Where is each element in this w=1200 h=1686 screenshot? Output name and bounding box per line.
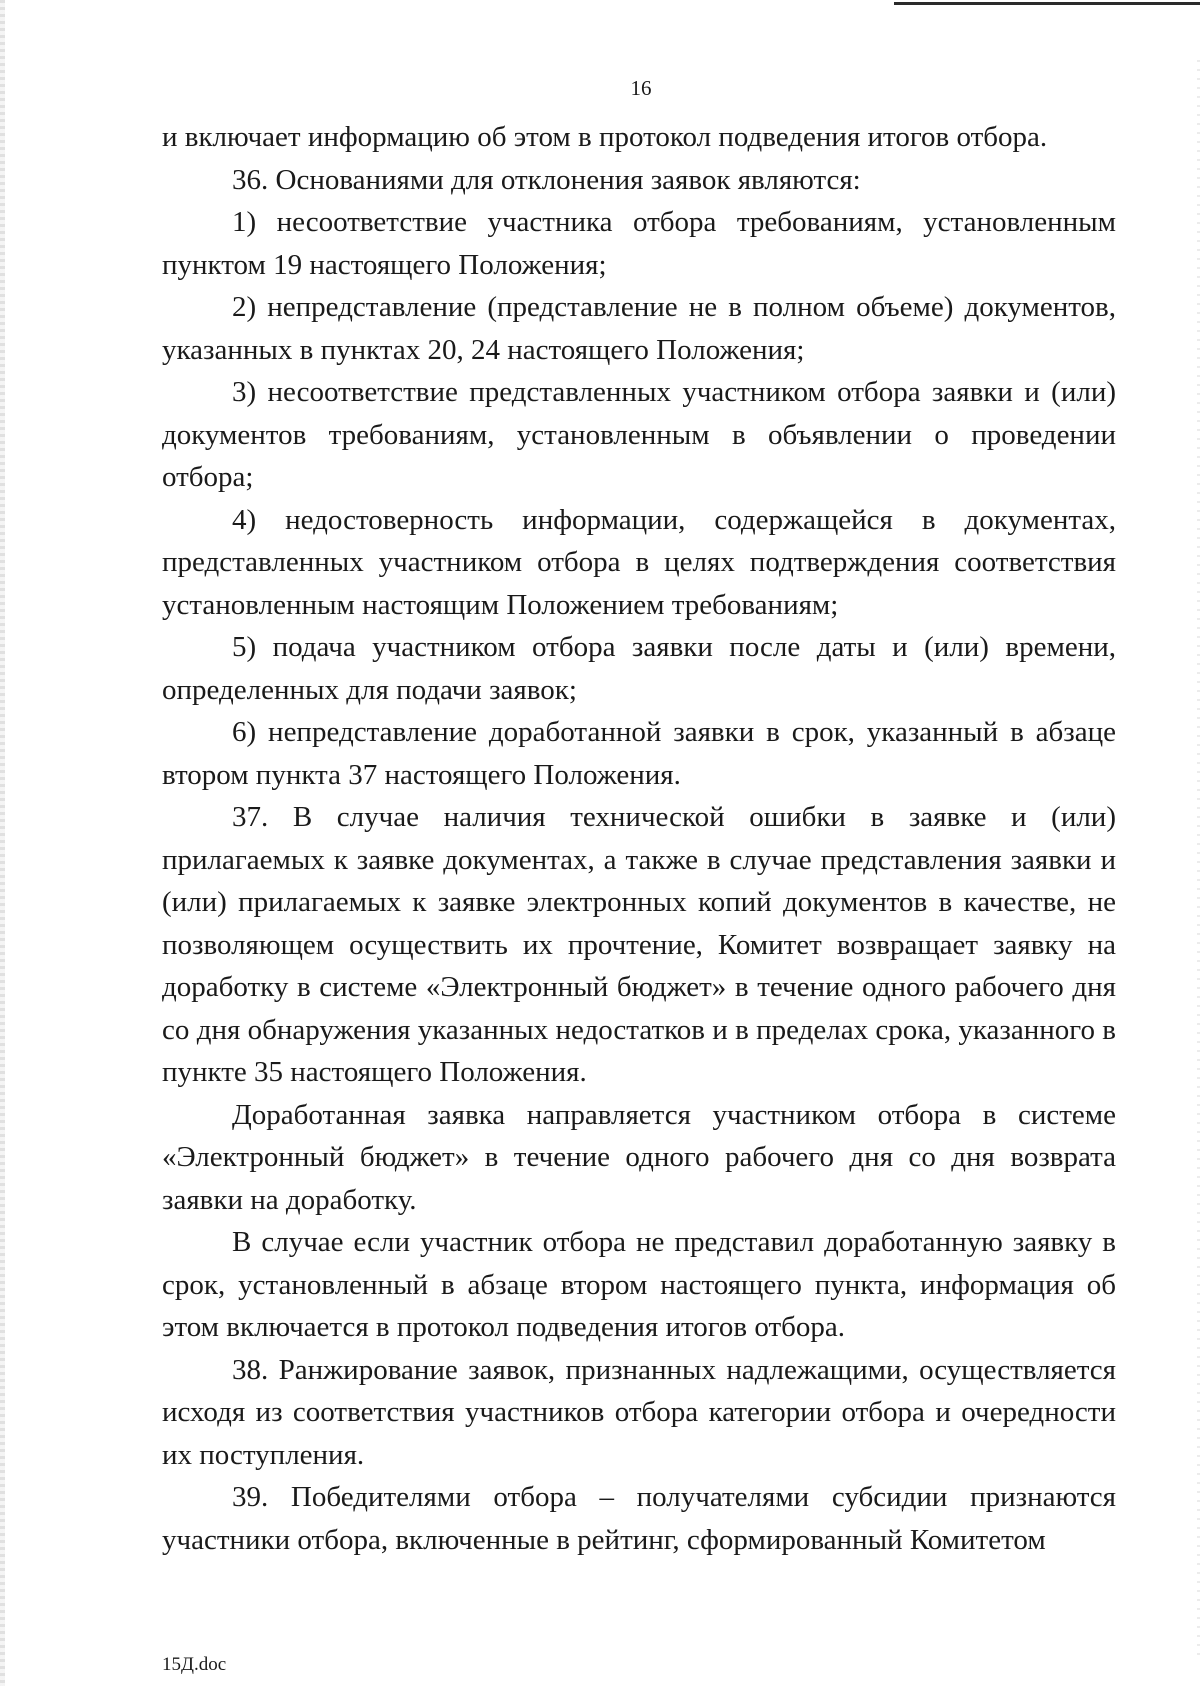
paragraph-37-part-2: Доработанная заявка направляется участником отбора в системе «Электронный бюджет» в течение одного рабочего дня со дня возврата заявки на доработку. <box>162 1098 1116 1216</box>
paragraph-36-item-5: 5) подача участником отбора заявки после даты и (или) времени, определенных для подачи заявок; <box>162 631 1116 706</box>
page-number: 16 <box>630 76 652 100</box>
paragraph-36-item-4: 4) недостоверность информации, содержащейся в документах, представленных участником отбора в целях подтверждения соответствия установленным настоящим Положением требованиям; <box>162 503 1116 621</box>
paragraph-36-item-1: 1) несоответствие участника отбора требованиям, установленным пунктом 19 настоящего Положения; <box>162 206 1116 281</box>
paragraph-39: 39. Победителями отбора – получателями субсидии признаются участники отбора, включенные в рейтинг, сформированный Комитетом <box>162 1481 1116 1556</box>
footer-filename: 15Д.doc <box>162 1654 227 1675</box>
top-rule <box>894 2 1200 5</box>
scan-edge-left <box>0 0 5 1686</box>
paragraph-36: 36. Основаниями для отклонения заявок являются: <box>232 163 861 196</box>
paragraph-37-part-3: В случае если участник отбора не представил доработанную заявку в срок, установленный в абзаце втором настоящего пункта, информация об этом включается в протокол подведения итогов отбора. <box>162 1226 1116 1343</box>
paragraph-37: 37. В случае наличия технической ошибки в заявке и (или) прилагаемых к заявке документах, а также в случае представления заявки и (или) прилагаемых к заявке электронных копий документов в качестве, не позволяющем осуществить их прочтение, Комитет возвращает заявку на доработку в системе «Электронный бюджет» в течение одного рабочего дня со дня обнаружения указанных недостатков и в пределах срока, указанного в пункте 35 настоящего Положения. <box>162 801 1116 1088</box>
paragraph-36-item-2: 2) непредставление (представление не в полном объеме) документов, указанных в пунктах 20, 24 настоящего Положения; <box>162 291 1116 366</box>
paragraph-36-item-6: 6) непредставление доработанной заявки в срок, указанный в абзаце втором пункта 37 настоящего Положения. <box>162 716 1116 791</box>
paragraph-38: 38. Ранжирование заявок, признанных надлежащими, осуществляется исходя из соответствия участников отбора категории отбора и очередности их поступления. <box>162 1353 1116 1471</box>
paragraph-36-item-3: 3) несоответствие представленных участником отбора заявки и (или) документов требованиям, установленным в объявлении о проведении отбора; <box>162 376 1116 493</box>
paragraph-continuation: и включает информацию об этом в протокол подведения итогов отбора. <box>162 121 1048 153</box>
document-body <box>162 116 1116 1561</box>
